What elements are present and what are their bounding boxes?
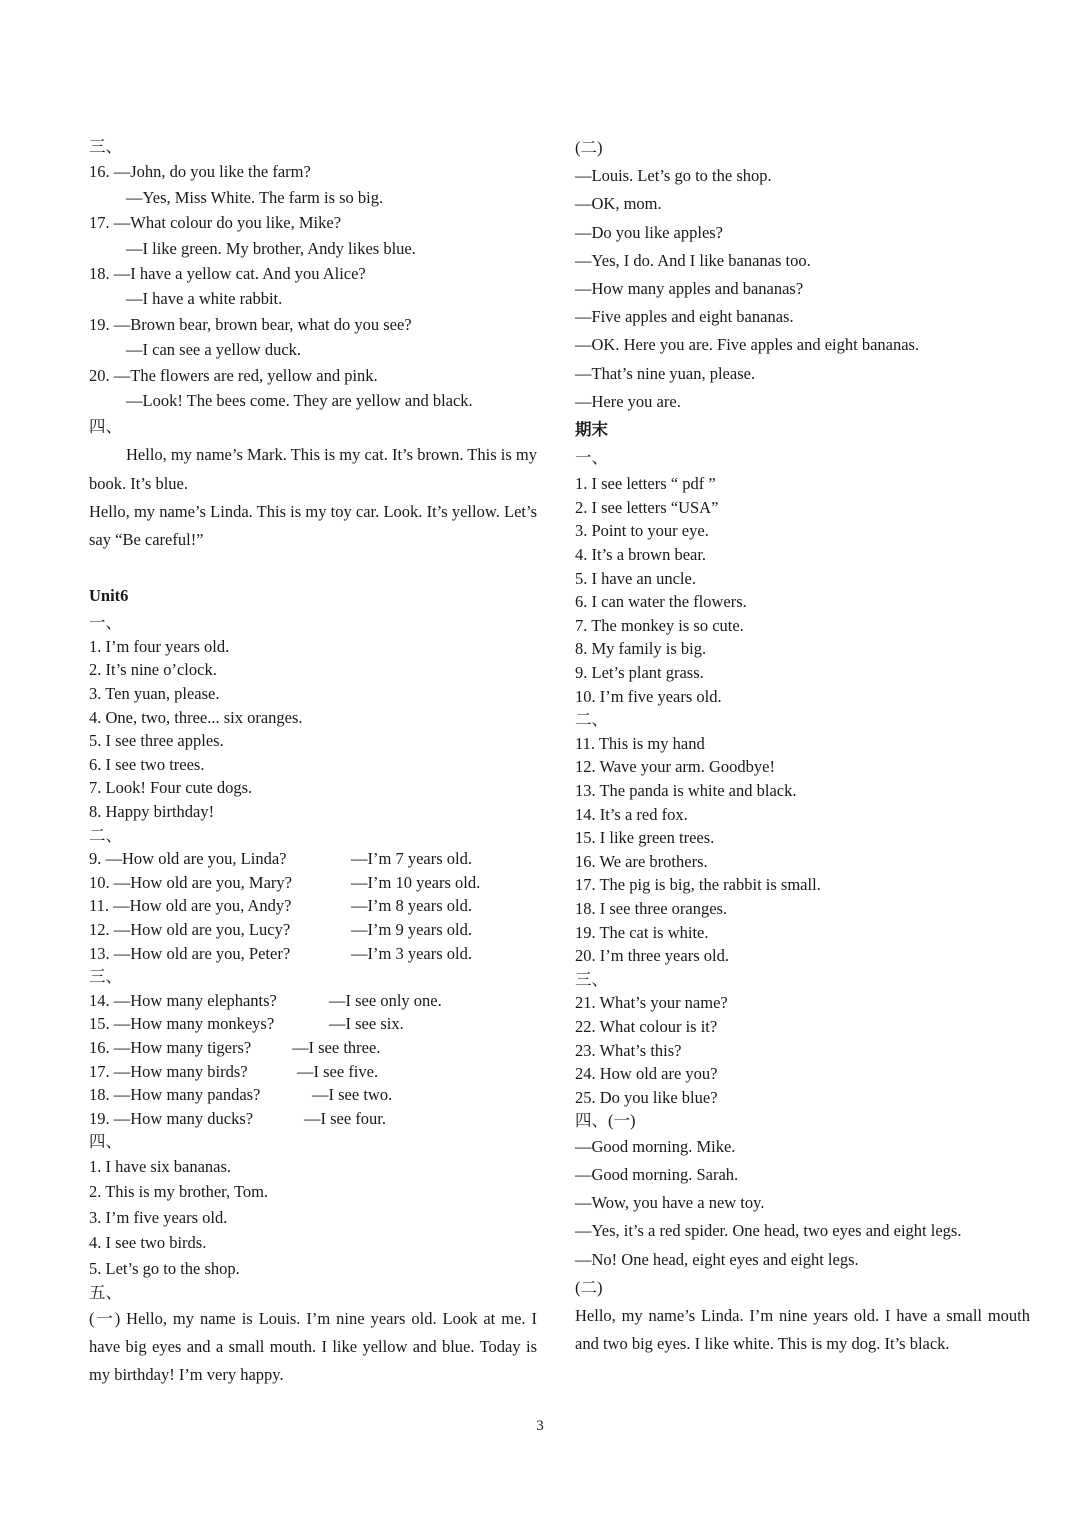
section-heading: (二) xyxy=(575,138,603,157)
section-heading: 三、 xyxy=(89,137,122,156)
qa-row xyxy=(89,1036,537,1060)
section-heading: 一、 xyxy=(89,613,122,633)
answer-list xyxy=(89,847,537,965)
dialogue-line: —Here you are. xyxy=(575,391,681,411)
answer-item: 5. Let’s go to the shop. xyxy=(89,1258,240,1278)
question: 18. —How many pandas? xyxy=(89,1085,261,1105)
qa-row xyxy=(89,847,537,871)
dialogue-line: —OK, mom. xyxy=(575,194,662,214)
answer-item: 5. I have an uncle. xyxy=(575,568,696,588)
dialogue-list xyxy=(575,1133,1030,1274)
qa-row xyxy=(89,1012,537,1036)
answer: —I see three. xyxy=(292,1037,381,1057)
answer: —I’m 3 years old. xyxy=(351,943,472,963)
answer-item: 11. This is my hand xyxy=(575,733,705,753)
answer-item: 10. I’m five years old. xyxy=(575,686,722,706)
answer-item: 3. Point to your eye. xyxy=(575,521,709,541)
answer-item: 1. I’m four years old. xyxy=(89,636,230,656)
answer-item: 1. I see letters “ pdf ” xyxy=(575,474,716,494)
answer-item: 5. I see three apples. xyxy=(89,731,224,751)
dialogue-line: —I like green. My brother, Andy likes blue. xyxy=(126,238,416,258)
qa-row xyxy=(89,942,537,966)
answer-item: 7. Look! Four cute dogs. xyxy=(89,778,253,798)
qa-row xyxy=(89,989,537,1013)
section-heading: 三、 xyxy=(89,967,122,987)
dialogue-line: —I can see a yellow duck. xyxy=(126,340,302,360)
section-heading: 三、 xyxy=(575,969,608,989)
answer-item: 16. We are brothers. xyxy=(575,851,708,871)
question: 16. —How many tigers? xyxy=(89,1037,252,1057)
answer: —I’m 7 years old. xyxy=(351,849,472,869)
qa-row xyxy=(89,1107,537,1131)
dialogue-line: —Yes, I do. And I like bananas too. xyxy=(575,250,811,270)
passage: Hello, my name’s Linda. I’m nine years old. I have a small mouth and two big eyes. I like white. This is my dog. It’s black. xyxy=(575,1306,1030,1354)
question: 14. —How many elephants? xyxy=(89,990,277,1010)
answer-item: 20. I’m three years old. xyxy=(575,946,729,966)
answer-list xyxy=(89,989,537,1131)
section-heading: 二、 xyxy=(575,710,608,730)
passage: (一) Hello, my name is Louis. I’m nine years old. Look at me. I have big eyes and a small mouth. I like yellow and blue. Today is my birthday! I’m very happy. xyxy=(89,1308,537,1384)
answer-item: 14. It’s a red fox. xyxy=(575,804,688,824)
section-heading: 五、 xyxy=(89,1282,122,1302)
answer-item: 7. The monkey is so cute. xyxy=(575,615,744,635)
section-heading: 四、(一) xyxy=(575,1111,636,1131)
dialogue-line: —Yes, Miss White. The farm is so big. xyxy=(126,187,384,207)
answer: —I see two. xyxy=(312,1085,393,1105)
dialogue-line: —Louis. Let’s go to the shop. xyxy=(575,166,772,186)
dialogue-line: 20. —The flowers are red, yellow and pink. xyxy=(89,365,378,385)
dialogue-line: —How many apples and bananas? xyxy=(575,278,804,298)
question: 13. —How old are you, Peter? xyxy=(89,943,291,963)
answer: —I see four. xyxy=(304,1108,387,1128)
answer-list xyxy=(89,635,537,824)
answer-item: 1. I have six bananas. xyxy=(89,1156,232,1176)
answer-item: 9. Let’s plant grass. xyxy=(575,663,704,682)
left-column xyxy=(89,134,537,1389)
answer-item: 22. What colour is it? xyxy=(575,1016,718,1036)
question: 12. —How old are you, Lucy? xyxy=(89,920,291,940)
qa-row xyxy=(89,1060,537,1084)
dialogue-line: 16. —John, do you like the farm? xyxy=(89,162,311,182)
answer-item: 4. One, two, three... six oranges. xyxy=(89,707,303,727)
answer-item: 15. I like green trees. xyxy=(575,828,715,848)
answer-item: 24. How old are you? xyxy=(575,1064,718,1084)
answer: —I see only one. xyxy=(329,990,442,1010)
answer-list xyxy=(89,1154,537,1281)
unit-title: Unit6 xyxy=(89,586,129,606)
passage: Hello, my name’s Mark. This is my cat. It’s brown. This is my book. It’s blue. xyxy=(89,445,537,493)
dialogue-line: —Five apples and eight bananas. xyxy=(575,307,794,327)
section-heading: 二、 xyxy=(89,825,122,845)
dialogue-line: —Wow, you have a new toy. xyxy=(575,1193,765,1213)
dialogue-line: —I have a white rabbit. xyxy=(126,289,283,309)
question: 9. —How old are you, Linda? xyxy=(89,849,287,869)
answer-item: 25. Do you like blue? xyxy=(575,1087,718,1107)
answer-item: 13. The panda is white and black. xyxy=(575,780,797,800)
final-title: 期末 xyxy=(575,419,608,439)
dialogue-line: —Look! The bees come. They are yellow and black. xyxy=(126,390,473,410)
qa-row xyxy=(89,918,537,942)
qa-row xyxy=(89,1083,537,1107)
qa-row xyxy=(89,871,537,895)
answer: —I see five. xyxy=(297,1061,379,1081)
qa-row xyxy=(89,894,537,918)
dialogue-line: —Do you like apples? xyxy=(575,222,724,242)
answer-item: 2. It’s nine o’clock. xyxy=(89,660,217,680)
answer-item: 4. It’s a brown bear. xyxy=(575,545,707,565)
dialogue-line: 19. —Brown bear, brown bear, what do you see? xyxy=(89,314,412,334)
answer-item: 23. What’s this? xyxy=(575,1040,682,1060)
question: 11. —How old are you, Andy? xyxy=(89,896,292,916)
answer: —I’m 8 years old. xyxy=(351,896,472,916)
answer-list xyxy=(575,991,1030,1109)
passage: Hello, my name’s Linda. This is my toy car. Look. It’s yellow. Let’s say “Be careful!” xyxy=(89,501,537,550)
answer-item: 19. The cat is white. xyxy=(575,922,709,942)
answer-item: 8. Happy birthday! xyxy=(89,802,215,822)
section-heading: (二) xyxy=(575,1277,603,1297)
question: 10. —How old are you, Mary? xyxy=(89,872,292,892)
answer-list xyxy=(575,472,1030,708)
dialogue-line: —That’s nine yuan, please. xyxy=(575,363,756,383)
answer: —I see six. xyxy=(329,1014,404,1034)
dialogue-list xyxy=(575,162,1030,416)
answer-item: 18. I see three oranges. xyxy=(575,898,728,918)
question: 17. —How many birds? xyxy=(89,1061,248,1081)
dialogue-line: —Good morning. Mike. xyxy=(575,1136,736,1156)
dialogue-line: 17. —What colour do you like, Mike? xyxy=(89,213,342,233)
dialogue-line: —OK. Here you are. Five apples and eight bananas. xyxy=(575,335,920,355)
answer-item: 8. My family is big. xyxy=(575,639,707,659)
question: 19. —How many ducks? xyxy=(89,1108,254,1128)
answer-item: 6. I see two trees. xyxy=(89,754,205,774)
section-heading: 一、 xyxy=(575,448,608,468)
answer-item: 12. Wave your arm. Goodbye! xyxy=(575,757,775,777)
question: 15. —How many monkeys? xyxy=(89,1014,275,1034)
dialogue-line: —Good morning. Sarah. xyxy=(575,1165,739,1185)
answer-item: 3. I’m five years old. xyxy=(89,1207,228,1227)
answer-list xyxy=(575,732,1030,968)
answer-item: 17. The pig is big, the rabbit is small. xyxy=(575,875,821,895)
dialogue-line: 18. —I have a yellow cat. And you Alice? xyxy=(89,263,366,283)
answer: —I’m 9 years old. xyxy=(351,920,472,940)
section-heading: 四、 xyxy=(89,1132,122,1152)
answer-item: 4. I see two birds. xyxy=(89,1233,207,1253)
answer-item: 6. I can water the flowers. xyxy=(575,592,747,612)
dialogue-list xyxy=(89,159,537,413)
section-heading: 四、 xyxy=(89,417,122,437)
answer-item: 21. What’s your name? xyxy=(575,993,728,1013)
answer-item: 2. This is my brother, Tom. xyxy=(89,1182,269,1202)
right-column xyxy=(575,134,1030,1358)
answer-item: 3. Ten yuan, please. xyxy=(89,684,220,704)
answer: —I’m 10 years old. xyxy=(351,872,481,892)
answer-item: 2. I see letters “USA” xyxy=(575,497,719,517)
dialogue-line: —Yes, it’s a red spider. One head, two eyes and eight legs. xyxy=(575,1221,962,1241)
dialogue-line: —No! One head, eight eyes and eight legs. xyxy=(575,1249,859,1269)
page-number: 3 xyxy=(536,1418,544,1434)
